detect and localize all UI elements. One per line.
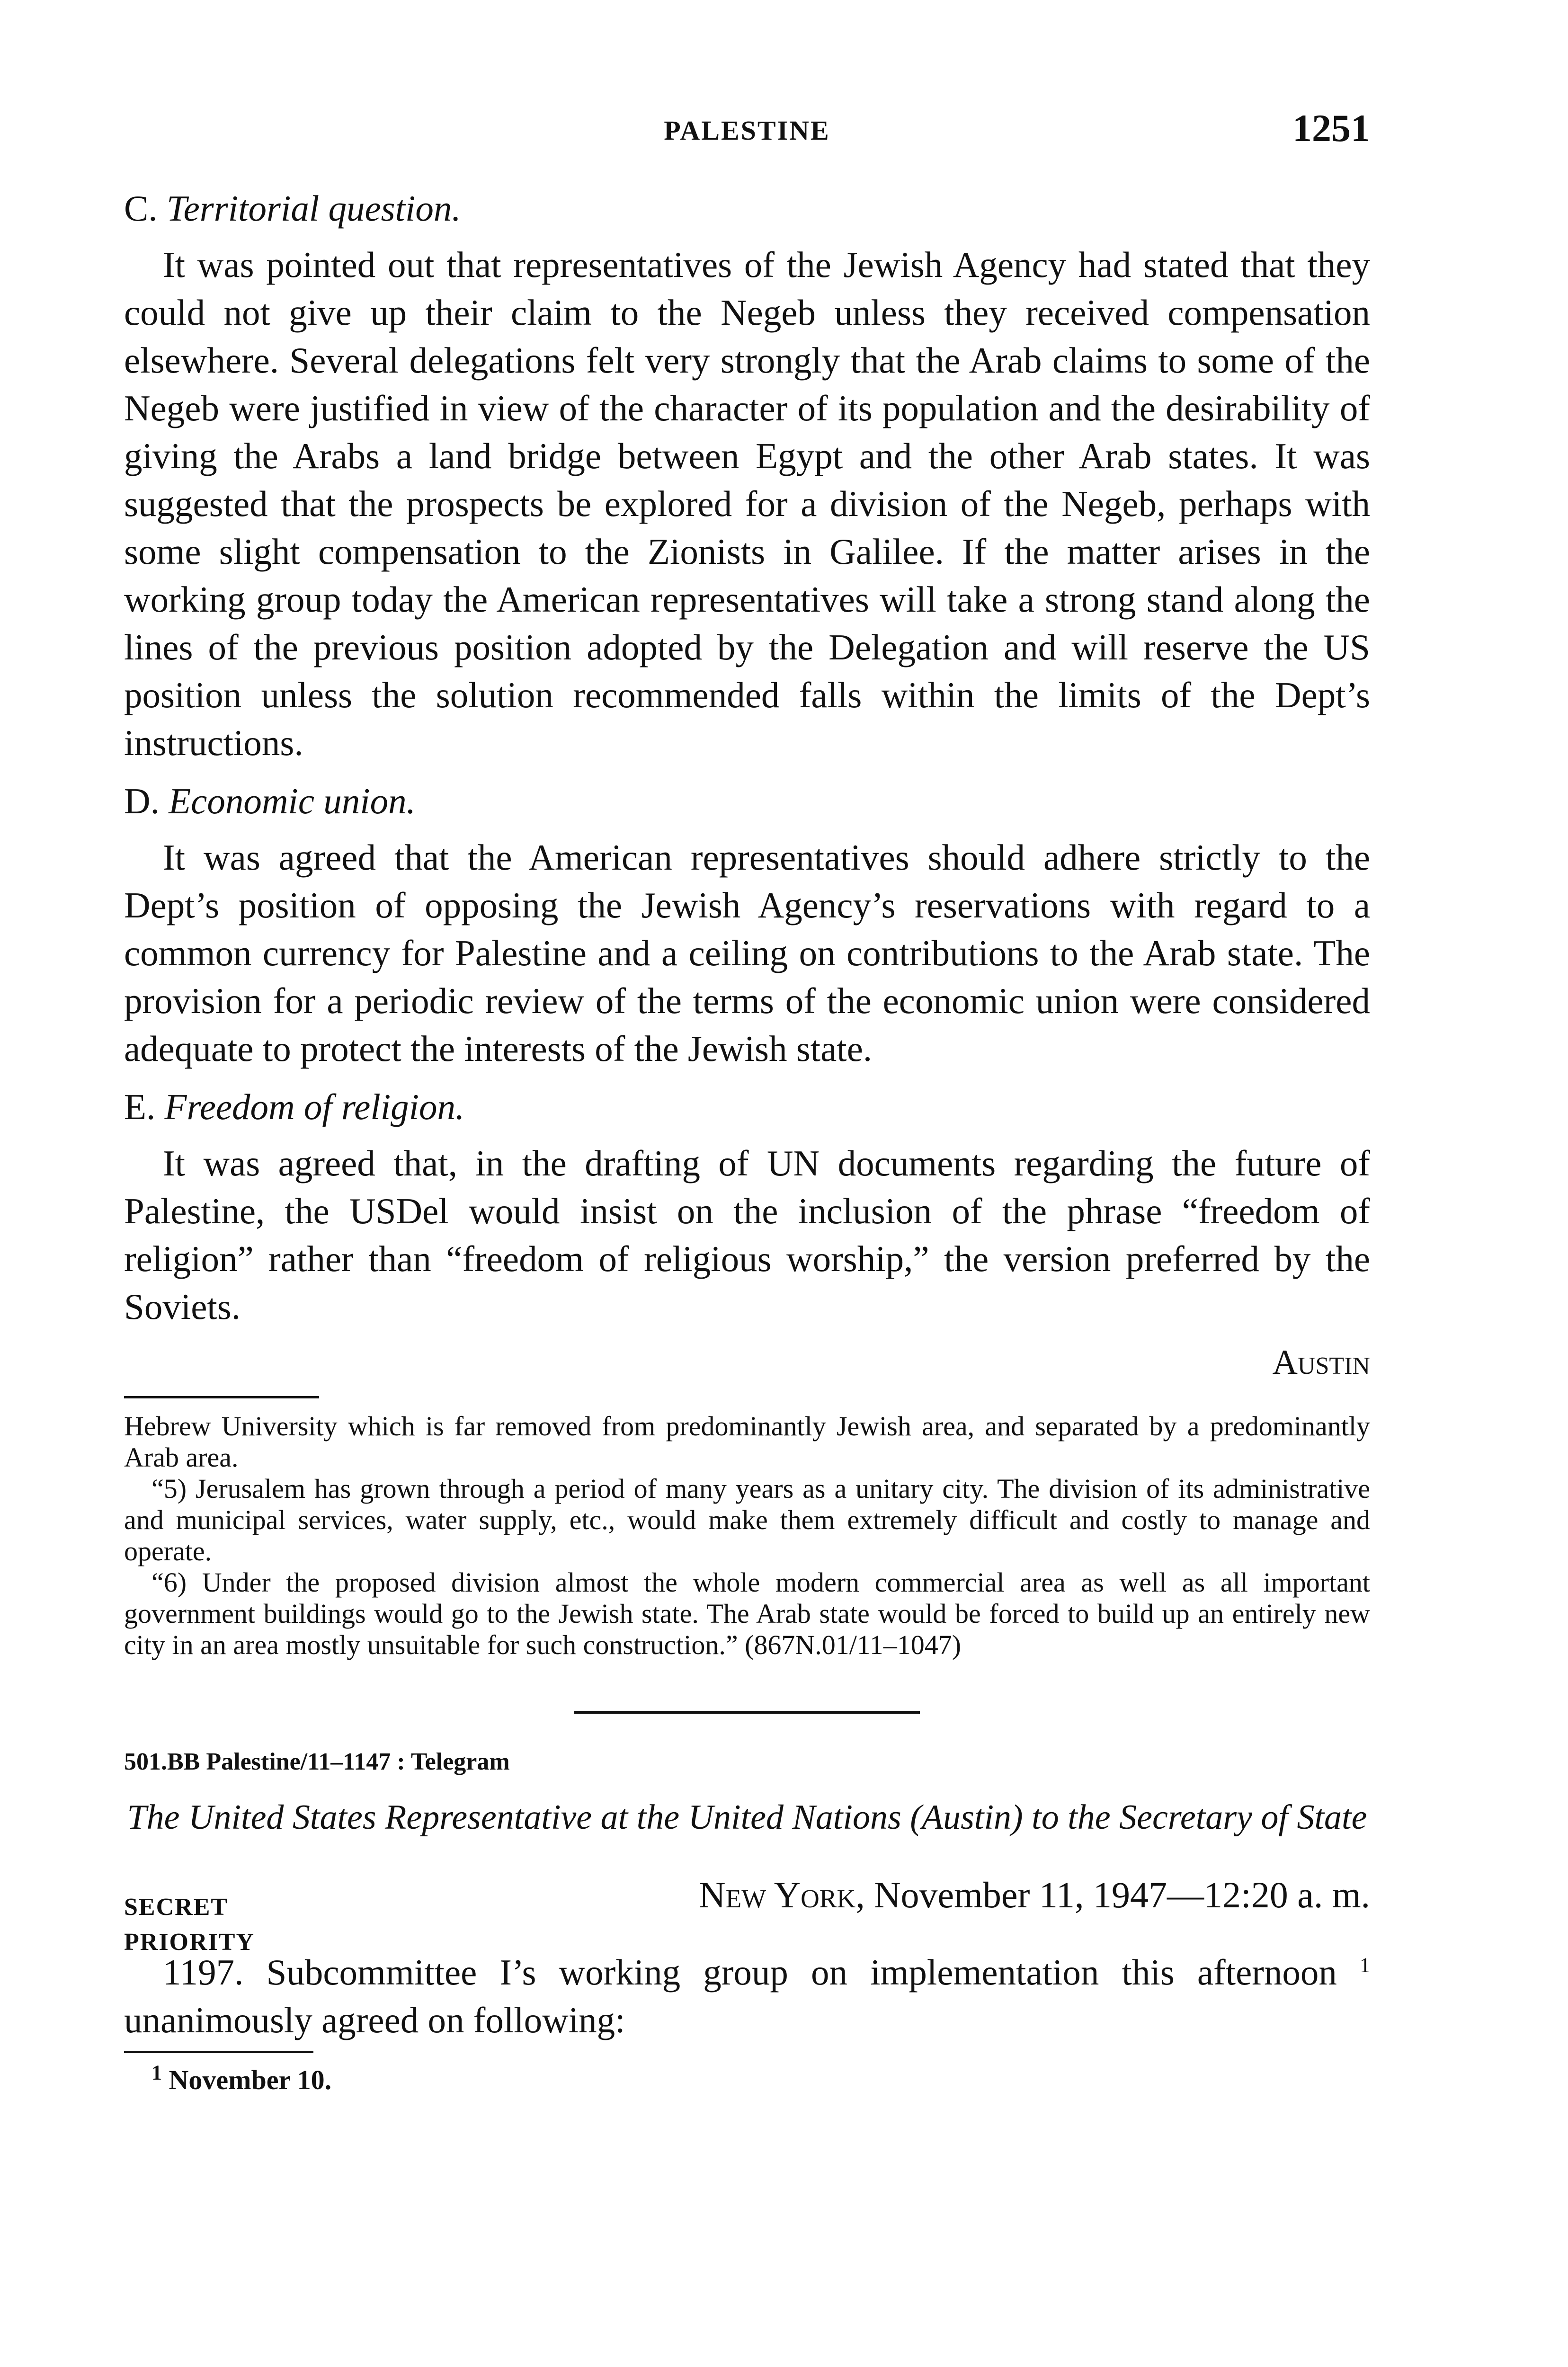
section-letter: C.: [124, 188, 158, 229]
footnote-line: “6) Under the proposed division almost the whole modern commercial area as well as all important government buildings would go to the Jewish state. The Arab state would be forced to build up an entirely new city in an area mostly unsuitable for such construction.” (867N.01/11–1047): [124, 1567, 1370, 1660]
section-heading: [124, 185, 1370, 232]
section-paragraph: It was agreed that the American representatives should adhere strictly to the Dept’s position of opposing the Jewish Agency’s reservations with regard to a common currency for Palestine and a ceiling on contributions to the Arab state. The provision for a periodic review of the terms of the economic union were considered adequate to protect the interests of the Jewish state.: [124, 837, 1370, 1069]
section-heading: [124, 1083, 1370, 1131]
section-title: Territorial question.: [166, 188, 461, 229]
dateline-row: [124, 1871, 1370, 1956]
section-paragraph: It was pointed out that representatives of the Jewish Agency had stated that they could not give up their claim to the Negeb unless they received compensation elsewhere. Several delegations felt very strongly that the Arab claims to some of the Negeb were justified in view of the character of its population and the desirability of giving the Arabs a land bridge between Egypt and the other Arab states. It was suggested that the prospects be explored for a division of the Negeb, perhaps with some slight compensation to the Zionists in Galilee. If the matter arises in the working group today the American representatives will take a strong stand along the lines of the previous position adopted by the Delegation and will reserve the US position unless the solution recommended falls within the limits of the Dept’s instructions.: [124, 244, 1370, 763]
body-text: [124, 185, 1370, 2096]
document-separator: [574, 1711, 920, 1714]
section-e: [124, 1083, 1370, 1331]
priority-label: PRIORITY: [124, 1929, 255, 1956]
footnote-line: Hebrew University which is far removed from predominantly Jewish area, and separated by a predominantly Arab area.: [124, 1411, 1370, 1473]
section-title: Economic union.: [169, 781, 416, 821]
footnote-continuation: [124, 1411, 1370, 1661]
section-letter: D.: [124, 781, 160, 821]
telegram-paragraph: [124, 1949, 1370, 2044]
bottom-footnote: [151, 2061, 1370, 2096]
section-d: [124, 777, 1370, 1073]
paragraph-text: unanimously agreed on following:: [124, 2000, 625, 2040]
section-letter: E.: [124, 1086, 156, 1127]
document-reference: 501.BB Palestine/11–1147 : Telegram: [124, 1748, 510, 1775]
running-head: PALESTINE: [664, 115, 830, 146]
dateline-date: November 11, 1947—12:20 a. m.: [874, 1874, 1370, 1915]
document-title: The United States Representative at the United Nations (Austin) to the Secretary of State: [127, 1798, 1367, 1837]
section-c: [124, 185, 1370, 767]
footnote-divider: [124, 1396, 319, 1398]
page-header: [124, 106, 1370, 158]
section-title: Freedom of religion.: [164, 1086, 465, 1127]
dateline: [699, 1871, 1370, 1919]
classification-label: SECRET: [124, 1894, 229, 1921]
section-paragraph: It was agreed that, in the drafting of UN documents regarding the future of Palestine, the USDel would insist on the inclusion of the phrase “freedom of religion” rather than “freedom of religious worship,” the version preferred by the Soviets.: [124, 1143, 1370, 1327]
dateline-place: New York,: [699, 1874, 865, 1915]
signature: Austin: [1272, 1343, 1370, 1382]
bottom-footnote-marker: 1: [151, 2061, 162, 2084]
bottom-footnote-text: November 10.: [169, 2064, 332, 2095]
paragraph-text: Subcommittee I’s working group on implementation this afternoon: [266, 1952, 1337, 1993]
footnote-divider: [124, 2051, 313, 2053]
page-number: 1251: [1292, 107, 1370, 150]
footnote-line: “5) Jerusalem has grown through a period of many years as a unitary city. The division of its administrative and municipal services, water supply, etc., would make them extremely difficult and costly to manage and operate.: [124, 1473, 1370, 1566]
section-heading: [124, 777, 1370, 825]
paragraph-number: 1197.: [163, 1952, 244, 1993]
footnote-marker: 1: [1360, 1953, 1371, 1977]
